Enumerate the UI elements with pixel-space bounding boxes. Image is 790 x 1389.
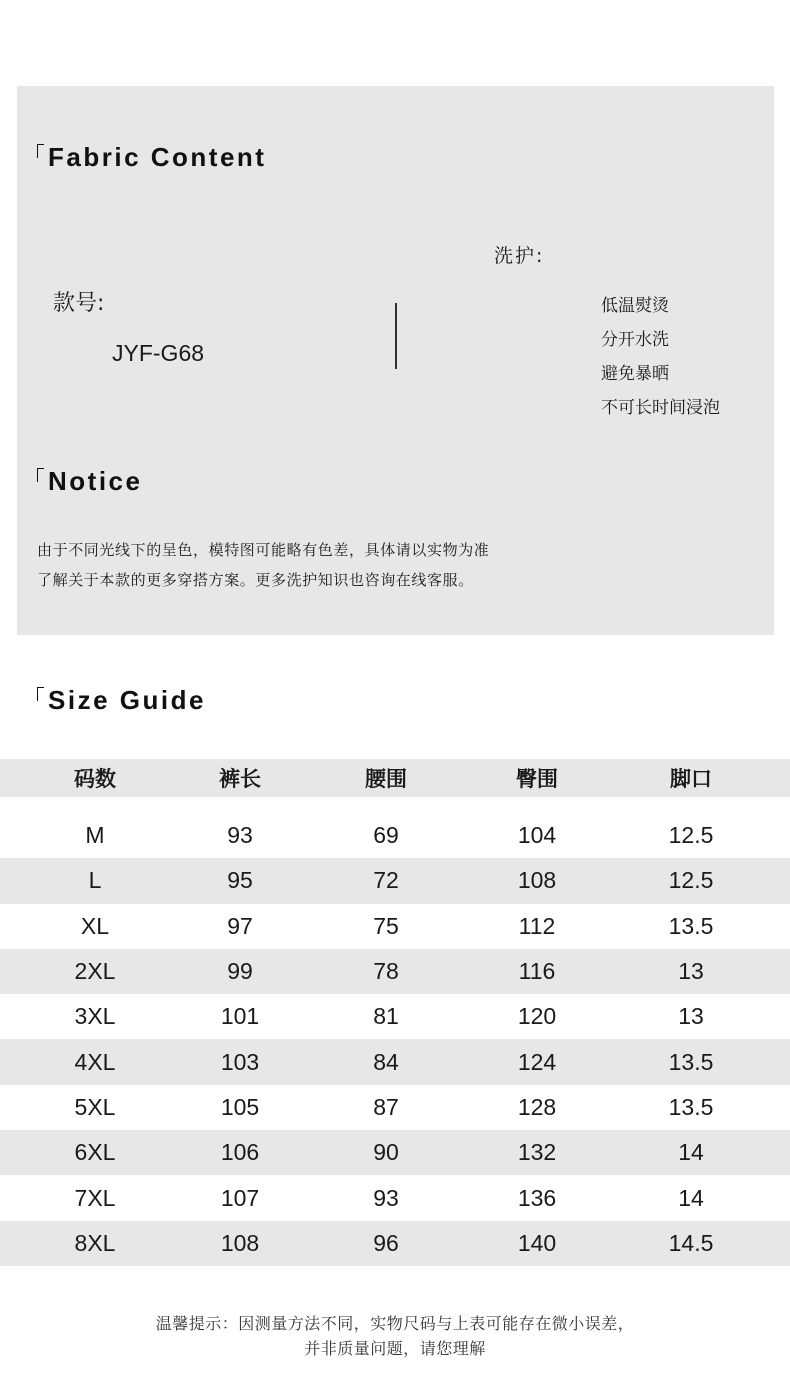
- corner-bracket-icon: [37, 687, 44, 701]
- cell-waist: 96: [290, 1221, 482, 1266]
- size-guide-title: Size Guide: [37, 685, 206, 716]
- header-size: 码数: [0, 759, 190, 797]
- table-row: [0, 858, 790, 903]
- cell-hip: 136: [517, 1184, 557, 1211]
- cell-hem: 13.5: [668, 1093, 714, 1120]
- cell-waist: 93: [373, 1184, 399, 1211]
- care-item: 不可长时间浸泡: [601, 398, 720, 418]
- cell-hip: 112: [518, 912, 556, 939]
- cell-size: M: [85, 822, 105, 849]
- cell-waist: 84: [290, 1039, 482, 1084]
- cell-size: 8XL: [0, 1221, 190, 1266]
- cell-length: 99: [190, 949, 290, 994]
- care-item: 分开水洗: [601, 330, 669, 350]
- header-waist: 腰围: [290, 759, 482, 797]
- corner-bracket-icon: [37, 144, 44, 158]
- size-table-header: [0, 759, 790, 797]
- cell-hip: 116: [482, 949, 592, 994]
- cell-hem: 13.5: [668, 912, 714, 939]
- footer-note-line2: 并非质量问题，请您理解: [304, 1339, 486, 1358]
- cell-hem: 13: [592, 949, 790, 994]
- cell-hip: 120: [517, 1003, 557, 1030]
- cell-hem: 14: [592, 1130, 790, 1175]
- table-row: [0, 1085, 790, 1130]
- cell-size: XL: [80, 912, 110, 939]
- table-row: [0, 1221, 790, 1266]
- cell-hem: 12.5: [668, 822, 714, 849]
- cell-waist: 69: [373, 822, 399, 849]
- table-row: [0, 813, 790, 858]
- cell-waist: 75: [373, 912, 399, 939]
- table-row: [0, 1130, 790, 1175]
- cell-length: 97: [227, 912, 253, 939]
- cell-hem: 13.5: [592, 1039, 790, 1084]
- table-row: [0, 904, 790, 949]
- header-hem: 脚口: [592, 759, 790, 797]
- care-item: 避免暴晒: [601, 364, 669, 384]
- cell-size: 2XL: [0, 949, 190, 994]
- cell-size: 4XL: [0, 1039, 190, 1084]
- cell-length: 103: [190, 1039, 290, 1084]
- vertical-divider: [395, 303, 397, 369]
- notice-title: Notice: [37, 466, 142, 497]
- notice-line: 由于不同光线下的呈色，模特图可能略有色差，具体请以实物为准: [37, 541, 490, 559]
- cell-size: L: [0, 858, 190, 903]
- corner-bracket-icon: [37, 468, 44, 482]
- cell-hip: 140: [482, 1221, 592, 1266]
- cell-hip: 108: [482, 858, 592, 903]
- care-item: 低温熨烫: [601, 296, 669, 316]
- cell-length: 108: [190, 1221, 290, 1266]
- style-number-value: JYF-G68: [112, 340, 205, 366]
- cell-hip: 104: [517, 822, 557, 849]
- cell-hip: 132: [482, 1130, 592, 1175]
- cell-size: 6XL: [0, 1130, 190, 1175]
- cell-waist: 72: [290, 858, 482, 903]
- care-instructions: [601, 289, 720, 425]
- cell-hip: 128: [517, 1093, 557, 1120]
- cell-waist: 90: [290, 1130, 482, 1175]
- header-length: 裤长: [190, 759, 290, 797]
- notice-text: [37, 535, 489, 595]
- table-row: [0, 1175, 790, 1220]
- cell-size: 5XL: [74, 1093, 116, 1120]
- cell-size: 3XL: [74, 1003, 116, 1030]
- cell-waist: 87: [373, 1093, 399, 1120]
- cell-length: 105: [220, 1093, 260, 1120]
- cell-length: 93: [227, 822, 253, 849]
- cell-length: 101: [220, 1003, 260, 1030]
- care-title: 洗护:: [494, 245, 545, 267]
- cell-length: 107: [220, 1184, 260, 1211]
- cell-length: 95: [190, 858, 290, 903]
- cell-size: 7XL: [74, 1184, 116, 1211]
- header-hip: 臀围: [482, 759, 592, 797]
- cell-waist: 78: [290, 949, 482, 994]
- size-table: [0, 759, 790, 1266]
- cell-length: 106: [190, 1130, 290, 1175]
- cell-hem: 14.5: [592, 1221, 790, 1266]
- table-row: [0, 994, 790, 1039]
- notice-line: 了解关于本款的更多穿搭方案。更多洗护知识也咨询在线客服。: [37, 571, 474, 589]
- footer-note-line1: 温馨提示：因测量方法不同，实物尺码与上表可能存在微小误差，: [155, 1314, 635, 1333]
- fabric-title: Fabric Content: [37, 142, 266, 173]
- table-row: [0, 949, 790, 994]
- table-row: [0, 1039, 790, 1084]
- cell-hem: 14: [678, 1184, 704, 1211]
- style-number-label: 款号:: [53, 291, 105, 316]
- cell-hem: 13: [678, 1003, 704, 1030]
- cell-waist: 81: [373, 1003, 399, 1030]
- cell-hem: 12.5: [592, 858, 790, 903]
- cell-hip: 124: [482, 1039, 592, 1084]
